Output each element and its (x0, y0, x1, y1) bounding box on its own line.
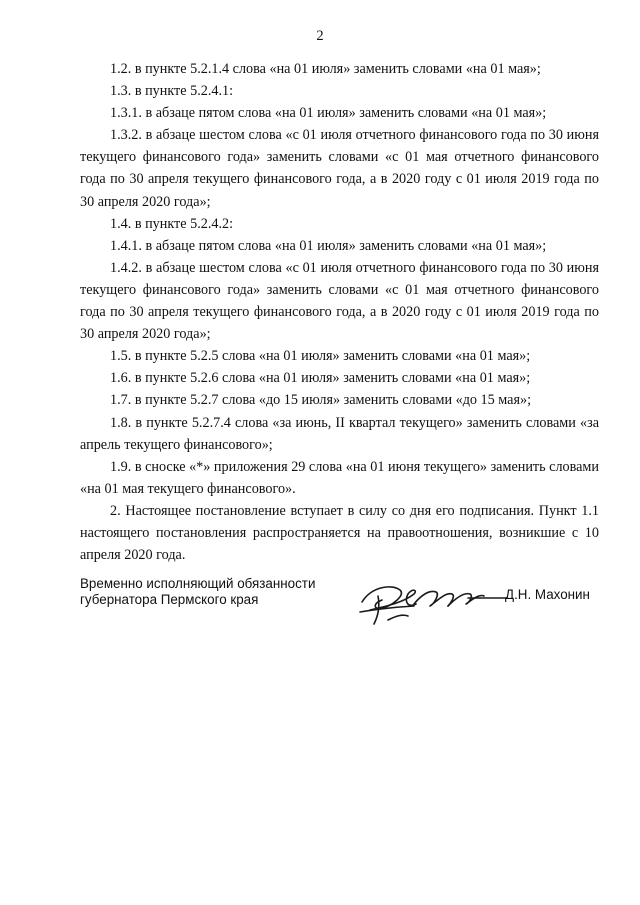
paragraph-1-3-1: 1.3.1. в абзаце пятом слова «на 01 июля» заменить словами «на 01 мая»; (110, 105, 547, 122)
signatory-position-line-2: губернатора Пермского края (80, 591, 259, 607)
paragraph-1-9: 1.9. в сноске «*» приложения 29 слова «на 01 июня текущего» заменить словами «на 01 мая текущего финансового». (80, 458, 600, 497)
paragraph-1-5: 1.5. в пункте 5.2.5 слова «на 01 июля» заменить словами «на 01 мая»; (110, 348, 531, 365)
paragraph-2: 2. Настоящее постановление вступает в силу со дня его подписания. Пункт 1.1 настоящего постановления распространяется на правоотношения, возникшие с 10 апреля 2020 года. (80, 502, 599, 564)
signatory-name: Д.Н. Махонин (505, 587, 590, 602)
handwritten-signature (348, 576, 508, 628)
paragraph-1-4: 1.4. в пункте 5.2.4.2: (110, 215, 234, 232)
signatory-position-line-1: Временно исполняющий обязанности (80, 576, 316, 591)
paragraph-1-3-2: 1.3.2. в абзаце шестом слова «с 01 июля отчетного финансового года по 30 июня текущего финансового года» заменить словами «с 01 мая отчетного финансового года по 30 апреля текущего финансового года, а в 2020 году с 01 июля 2019 года по 30 апреля 2020 года»; (80, 127, 599, 210)
paragraph-1-4-2: 1.4.2. в абзаце шестом слова «с 01 июля отчетного финансового года по 30 июня текущего финансового года» заменить словами «с 01 мая отчетного финансового года по 30 апреля текущего финансового года, а в 2020 году с 01 июля 2019 года по 30 апреля 2020 года»; (80, 259, 599, 343)
signatory-position (80, 576, 315, 607)
page-number: 2 (316, 28, 324, 44)
paragraph-1-7: 1.7. в пункте 5.2.7 слова «до 15 июля» заменить словами «до 15 мая»; (110, 392, 532, 409)
signature-block (80, 576, 610, 636)
paragraph-1-4-1: 1.4.1. в абзаце пятом слова «на 01 июля» заменить словами «на 01 мая»; (110, 237, 547, 254)
paragraph-1-6: 1.6. в пункте 5.2.6 слова «на 01 июля» заменить словами «на 01 мая»; (110, 370, 531, 387)
paragraph-1-8: 1.8. в пункте 5.2.7.4 слова «за июнь, II квартал текущего» заменить словами «за апрель текущего финансового»; (80, 414, 599, 453)
paragraph-1-2: 1.2. в пункте 5.2.1.4 слова «на 01 июля» заменить словами «на 01 мая»; (110, 61, 541, 77)
paragraph-1-3: 1.3. в пункте 5.2.4.1: (110, 83, 234, 100)
document-body (80, 58, 599, 566)
